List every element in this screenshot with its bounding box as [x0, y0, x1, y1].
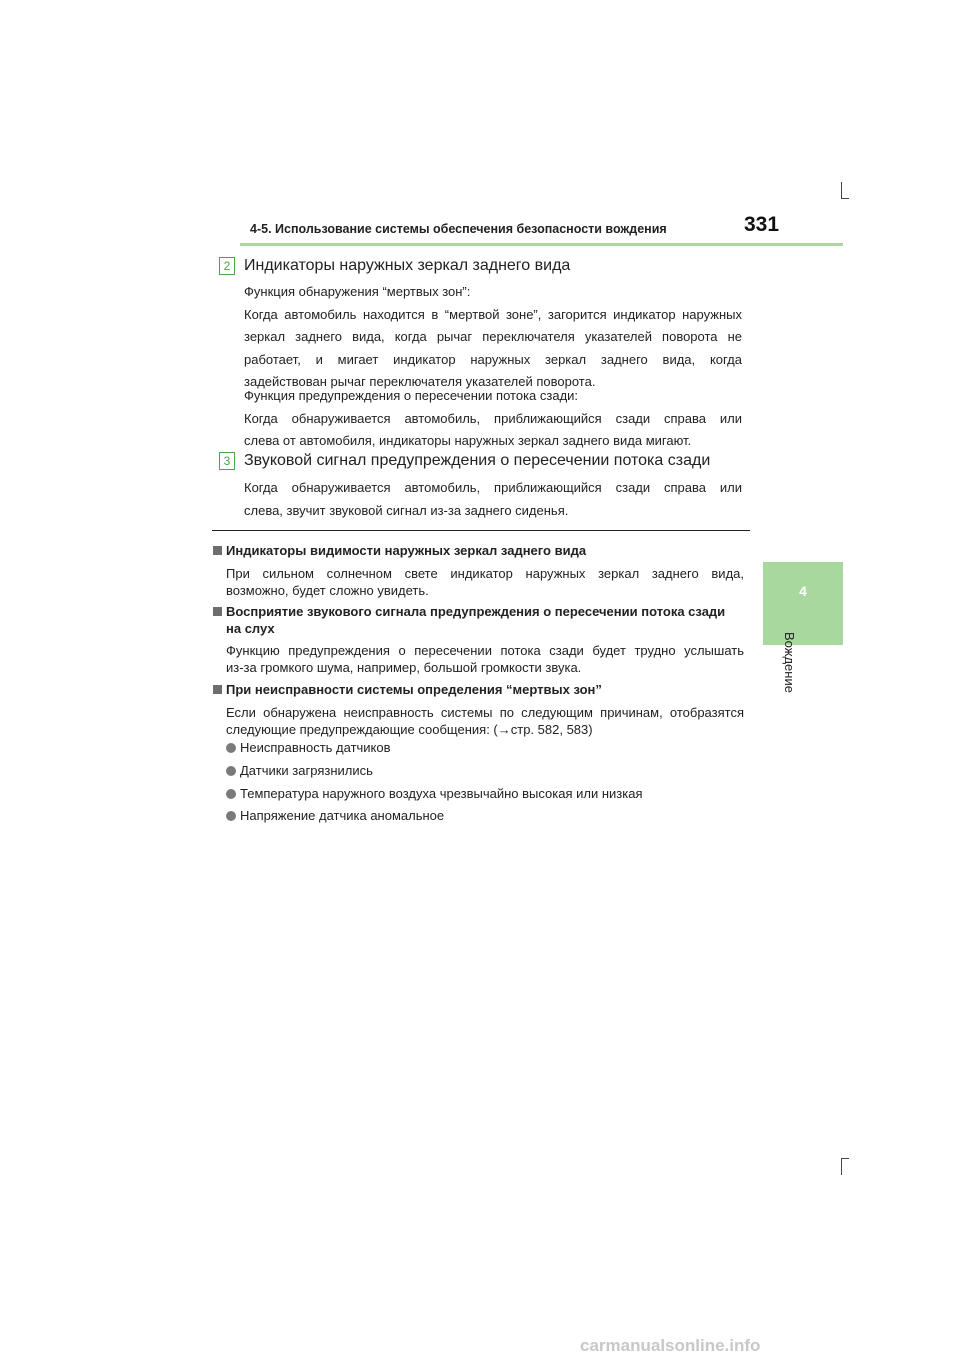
chapter-header-title: 4-5. Использование системы обеспечения безопасности вождения: [250, 222, 667, 236]
crop-mark-bottom-right: [841, 1158, 842, 1175]
square-bullet-icon: [213, 607, 222, 616]
bullet-item: [226, 808, 444, 823]
paragraph-line: зеркал заднего вида, когда рычаг переключателя указателей поворота не: [244, 329, 742, 344]
bullet-text: Температура наружного воздуха чрезвычайно высокая или низкая: [240, 786, 643, 801]
note-heading-text: Индикаторы видимости наружных зеркал заднего вида: [226, 543, 587, 558]
paragraph-line: задействован рычаг переключателя указателей поворота.: [244, 374, 596, 389]
note-heading-2-cont: [226, 620, 766, 637]
watermark: carmanualsonline.info: [580, 1336, 761, 1355]
note-line: следующие предупреждающие сообщения: (→стр. 582, 583): [226, 722, 593, 737]
chapter-side-label: [781, 632, 801, 694]
chapter-number: 4: [799, 583, 807, 599]
circle-bullet-icon: [226, 743, 236, 753]
paragraph-line: слева, звучит звуковой сигнал из-за заднего сиденья.: [244, 502, 569, 518]
note-heading-text: Восприятие звукового сигнала предупреждения о пересечении потока сзади: [226, 604, 726, 619]
note-body-3: [226, 704, 744, 738]
notes-separator: [212, 530, 750, 531]
note-heading-1: [213, 542, 753, 559]
note-body-2: [226, 642, 744, 676]
note-line: При сильном солнечном свете индикатор наружных зеркал заднего вида,: [226, 566, 744, 581]
note-heading-text: на слух: [226, 621, 275, 636]
crop-mark-top-right-h: [841, 198, 849, 199]
section-marker-2: 2: [219, 257, 235, 275]
paragraph-line: Когда обнаруживается автомобиль, приближающийся сзади справа или: [244, 410, 742, 426]
bullet-text: Неисправность датчиков: [240, 740, 391, 755]
section2-paragraph-1: [244, 281, 742, 394]
section-title-2: Индикаторы наружных зеркал заднего вида: [244, 257, 571, 274]
paragraph-line: Функция предупреждения о пересечении потока сзади:: [244, 388, 579, 403]
bullet-item: [226, 740, 391, 755]
note-line: возможно, будет сложно увидеть.: [226, 583, 429, 598]
note-line: из-за громкого шума, например, большой громкости звука.: [226, 660, 582, 675]
section-marker-3: 3: [219, 452, 235, 470]
crop-mark-top-right: [841, 182, 842, 199]
note-line: Если обнаружена неисправность системы по следующим причинам, отобразятся: [226, 705, 744, 720]
section2-paragraph-2: [244, 385, 742, 453]
note-heading-2: [213, 603, 753, 620]
circle-bullet-icon: [226, 789, 236, 799]
bullet-item: [226, 763, 373, 778]
chapter-side-tab: [763, 562, 843, 645]
section-title-3: Звуковой сигнал предупреждения о пересечении потока сзади: [244, 452, 711, 469]
header-rule: [240, 243, 843, 246]
square-bullet-icon: [213, 546, 222, 555]
page-number: 331: [744, 213, 780, 236]
paragraph-line: работает, и мигает индикатор наружных зеркал заднего вида, когда: [244, 351, 742, 367]
bullet-text: Датчики загрязнились: [240, 763, 373, 778]
section3-paragraph: [244, 477, 742, 522]
note-heading-3: [213, 681, 753, 698]
chapter-side-label-text: Вождение: [782, 632, 797, 693]
bullet-text: Напряжение датчика аномальное: [240, 808, 445, 823]
bullet-item: [226, 786, 642, 801]
paragraph-line: Когда обнаруживается автомобиль, приближающийся сзади справа или: [244, 480, 742, 495]
square-bullet-icon: [213, 685, 222, 694]
circle-bullet-icon: [226, 811, 236, 821]
paragraph-line: Когда автомобиль находится в “мертвой зоне”, загорится индикатор наружных: [244, 306, 742, 322]
note-body-1: [226, 565, 744, 599]
paragraph-line: слева от автомобиля, индикаторы наружных зеркал заднего вида мигают.: [244, 433, 692, 448]
note-heading-text: При неисправности системы определения “мертвых зон”: [226, 682, 602, 697]
circle-bullet-icon: [226, 766, 236, 776]
crop-mark-bottom-right-h: [841, 1158, 849, 1159]
paragraph-line: Функция обнаружения “мертвых зон”:: [244, 284, 471, 299]
note-line: Функцию предупреждения о пересечении потока сзади будет трудно услышать: [226, 643, 744, 658]
